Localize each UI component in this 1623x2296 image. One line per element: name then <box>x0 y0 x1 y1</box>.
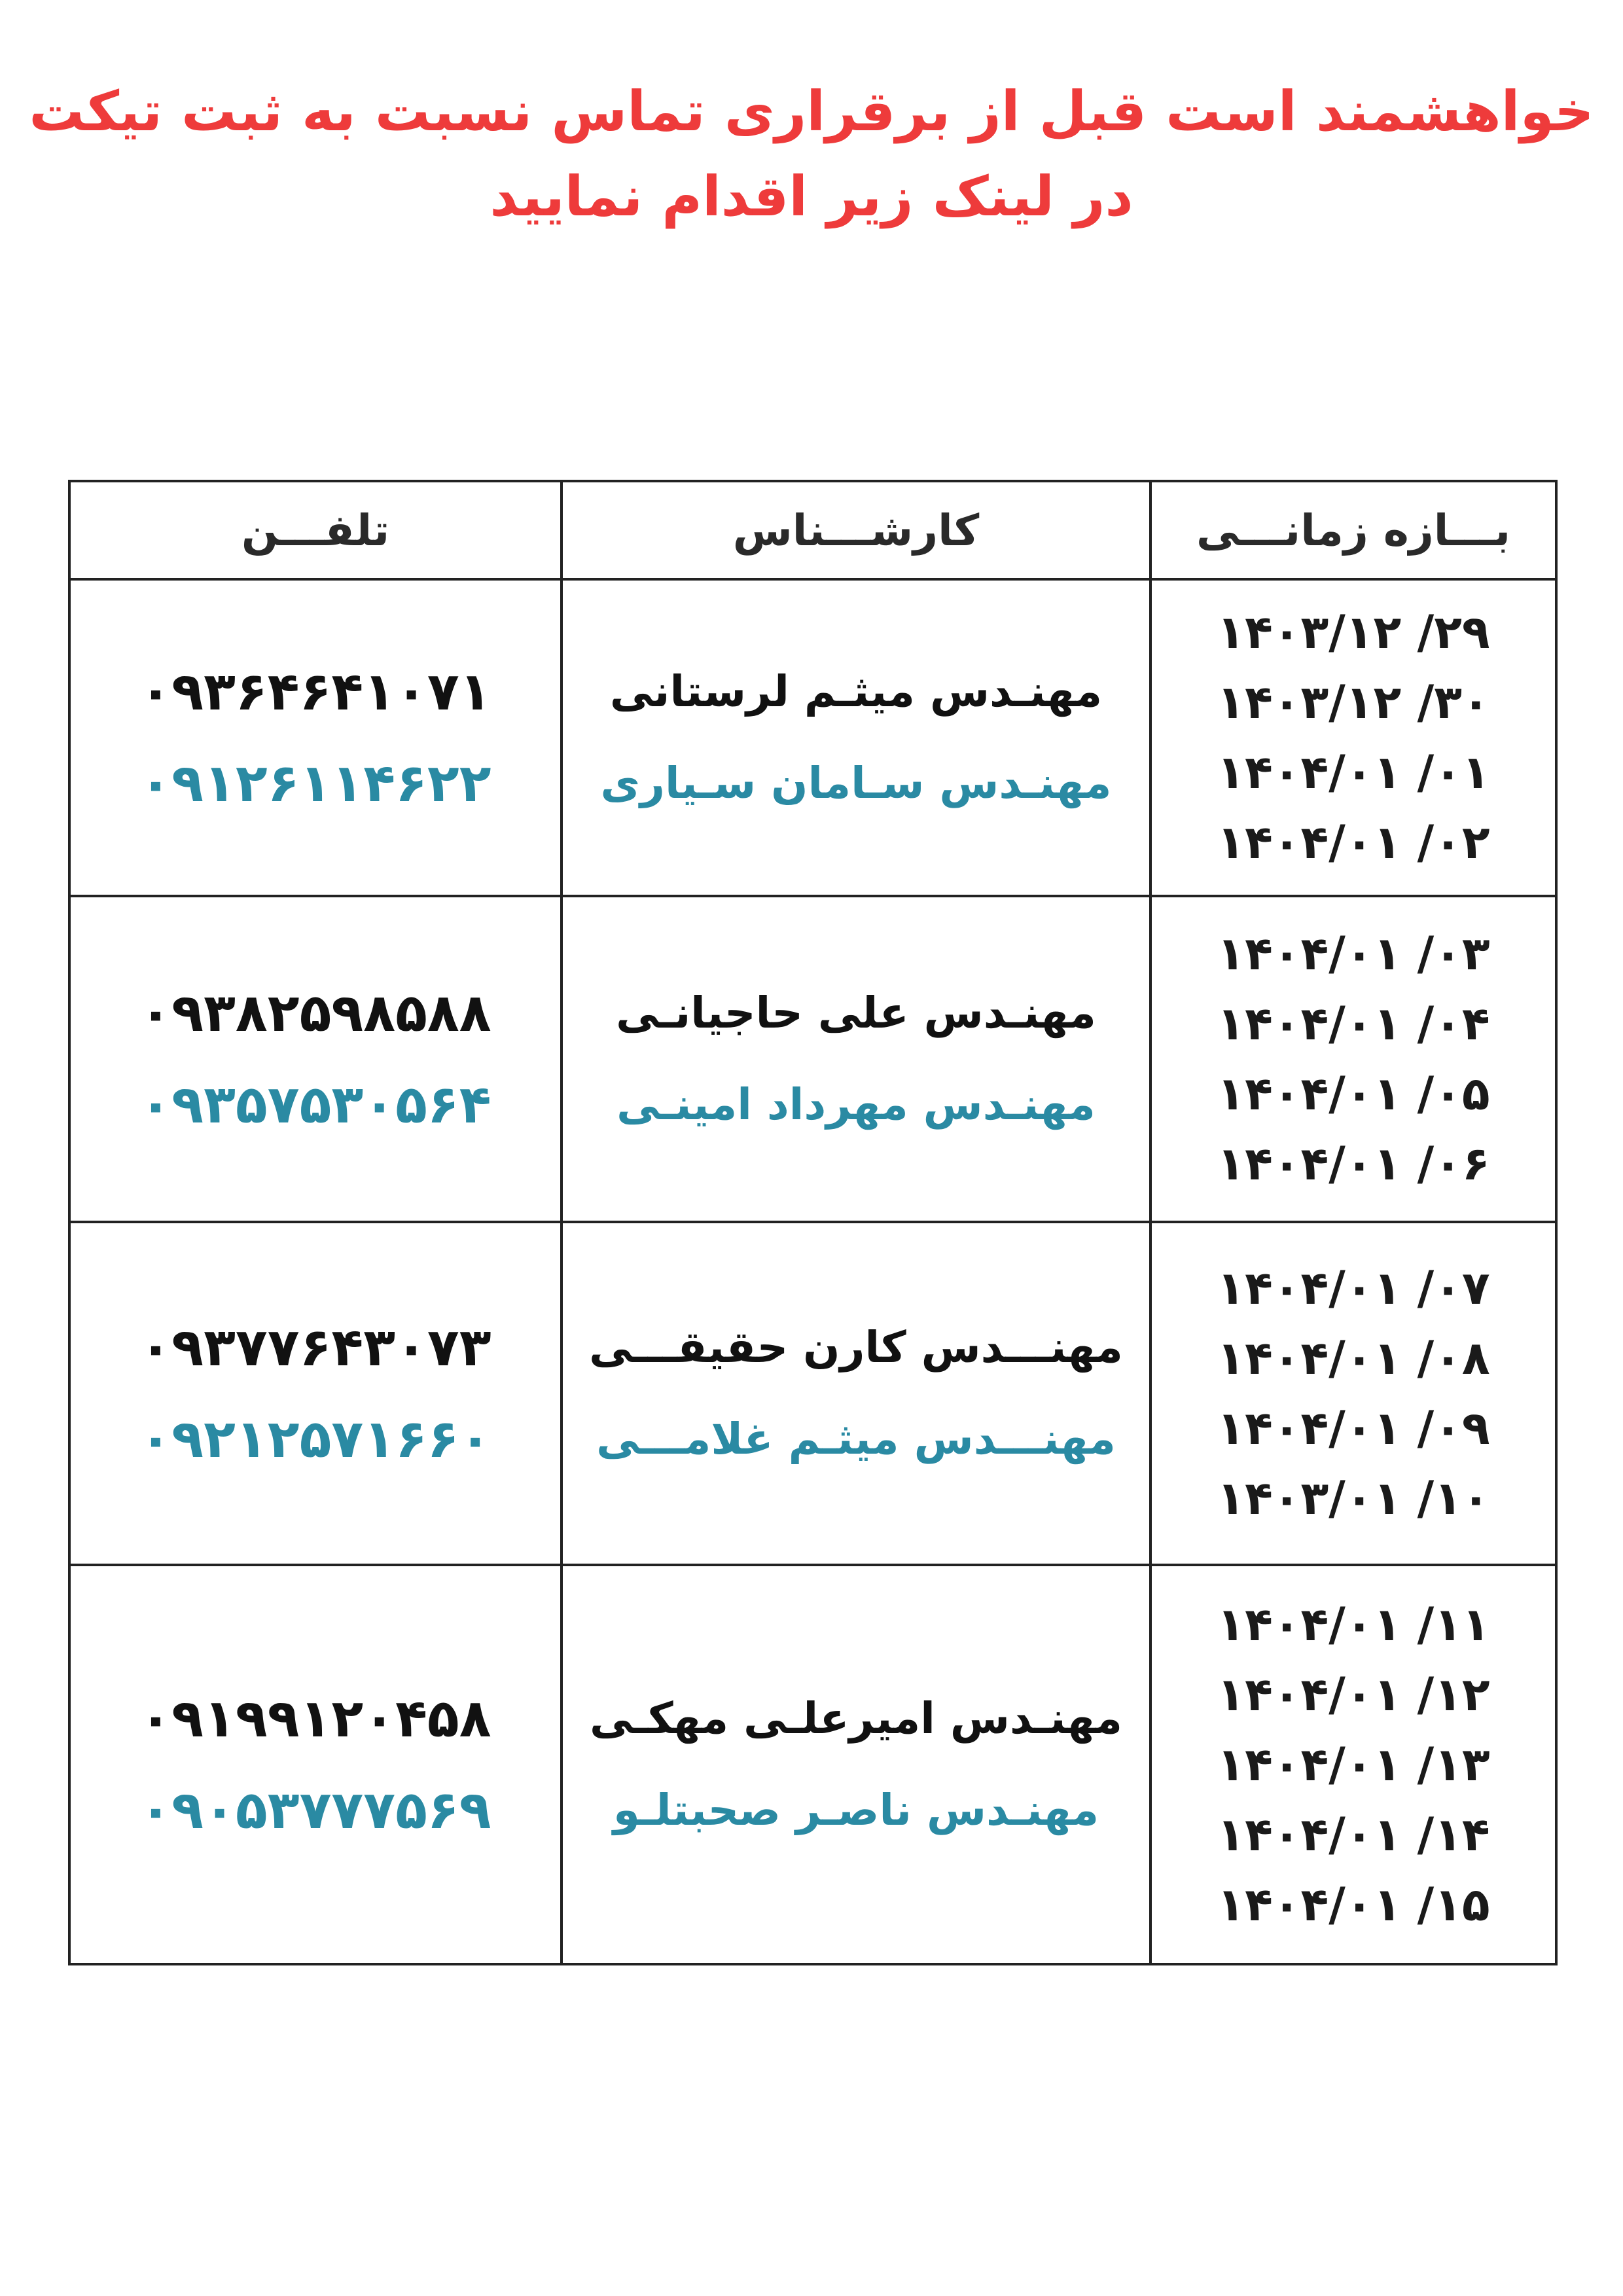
table-row <box>69 896 1556 1222</box>
phone-secondary: ۰۹۰۵۳۷۷۷۵۶۹ <box>139 1780 491 1840</box>
expert-primary: مهنـدس علی حاجیانـی <box>616 988 1096 1038</box>
phone-primary: ۰۹۳۸۲۵۹۸۵۸۸ <box>139 982 491 1043</box>
expert-primary: مهنـدس امیرعلـی مهکـی <box>589 1693 1123 1744</box>
dates-cell <box>1150 896 1556 1222</box>
date-item: ۱۴۰۴/۰۱ /۱۴ <box>1217 1807 1490 1861</box>
experts-cell <box>562 579 1150 896</box>
date-item: ۱۴۰۳/۰۱ /۱۰ <box>1217 1471 1490 1525</box>
header-time-range: بـــازه زمانـــی <box>1150 481 1556 579</box>
date-list <box>1152 598 1555 878</box>
date-item: ۱۴۰۴/۰۱ /۰۸ <box>1217 1331 1490 1385</box>
dates-cell <box>1150 579 1556 896</box>
table-row <box>69 1565 1556 1964</box>
date-item: ۱۴۰۴/۰۱ /۱۵ <box>1217 1877 1490 1931</box>
dates-cell <box>1150 1222 1556 1565</box>
dates-cell <box>1150 1565 1556 1964</box>
phone-secondary: ۰۹۳۵۷۵۳۰۵۶۴ <box>139 1074 491 1135</box>
date-item: ۱۴۰۴/۰۱ /۰۳ <box>1217 927 1490 980</box>
date-list <box>1152 919 1555 1199</box>
date-item: ۱۴۰۴/۰۱ /۰۶ <box>1217 1137 1490 1191</box>
phone-secondary: ۰۹۱۲۶۱۱۴۶۲۲ <box>139 753 491 814</box>
date-item: ۱۴۰۴/۰۱ /۰۷ <box>1217 1261 1490 1315</box>
experts-cell <box>562 1565 1150 1964</box>
date-item: ۱۴۰۴/۰۱ /۰۱ <box>1217 745 1490 799</box>
phones-cell <box>69 896 562 1222</box>
expert-secondary: مهنـــدس میثـم غلامـــی <box>596 1414 1116 1464</box>
date-item: ۱۴۰۴/۰۱ /۱۲ <box>1217 1667 1490 1721</box>
date-item: ۱۴۰۳/۱۲ /۳۰ <box>1217 675 1490 729</box>
expert-primary: مهنـدس میثـم لرستانی <box>609 666 1103 717</box>
experts-cell <box>562 896 1150 1222</box>
header-phone: تلفـــن <box>69 481 562 579</box>
phones-cell <box>69 1222 562 1565</box>
date-item: ۱۴۰۴/۰۱ /۰۹ <box>1217 1401 1490 1455</box>
date-item: ۱۴۰۴/۰۱ /۰۵ <box>1217 1067 1490 1121</box>
experts-cell <box>562 1222 1150 1565</box>
phone-secondary: ۰۹۲۱۲۵۷۱۶۶۰ <box>139 1408 491 1469</box>
phone-primary: ۰۹۳۶۴۶۴۱۰۷۱ <box>139 661 491 722</box>
date-list <box>1152 1590 1555 1940</box>
date-item: ۱۴۰۳/۱۲ /۲۹ <box>1217 605 1490 659</box>
expert-secondary: مهنـدس مهرداد امینـی <box>616 1079 1096 1130</box>
phone-primary: ۰۹۳۷۷۶۴۳۰۷۳ <box>139 1317 491 1378</box>
table-header-row <box>69 481 1556 579</box>
table-row <box>69 1222 1556 1565</box>
expert-primary: مهنـــدس کارن حقیقـــی <box>589 1322 1123 1372</box>
date-list <box>1152 1253 1555 1534</box>
support-schedule-table <box>68 480 1558 1965</box>
date-item: ۱۴۰۴/۰۱ /۱۳ <box>1217 1737 1490 1791</box>
date-item: ۱۴۰۴/۰۱ /۰۴ <box>1217 997 1490 1050</box>
date-item: ۱۴۰۴/۰۱ /۱۱ <box>1217 1597 1490 1651</box>
expert-secondary: مهنـدس ناصـر صحبتلـو <box>613 1785 1099 1835</box>
ticket-notice: خواهشمند است قبل از برقراری تماس نسبت به ثبت تیکت در لینک زیر اقدام نمایید <box>29 79 1594 228</box>
date-item: ۱۴۰۴/۰۱ /۰۲ <box>1217 816 1490 869</box>
phones-cell <box>69 1565 562 1964</box>
header-expert: کارشـــناس <box>562 481 1150 579</box>
phone-primary: ۰۹۱۹۹۱۲۰۴۵۸ <box>139 1688 491 1749</box>
expert-secondary: مهنـدس سـامان سـیاری <box>600 758 1112 808</box>
table-row <box>69 579 1556 896</box>
phones-cell <box>69 579 562 896</box>
